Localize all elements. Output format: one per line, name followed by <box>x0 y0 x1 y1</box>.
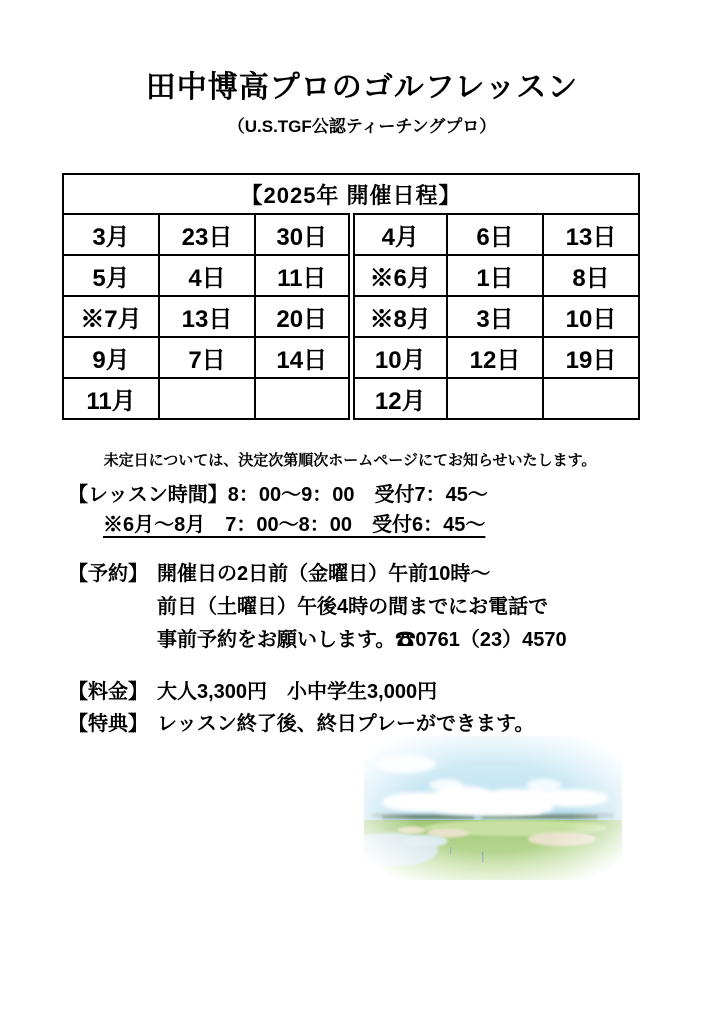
schedule-cell-day <box>447 378 543 419</box>
schedule-cell-day <box>255 378 351 419</box>
schedule-cell-day: 14日 <box>255 337 351 378</box>
schedule-cell-day <box>159 378 255 419</box>
reservation-line: 開催日の2日前（金曜日）午前10時～ <box>157 563 491 585</box>
schedule-cell-month: ※8月 <box>351 296 447 337</box>
schedule-cell-month: 9月 <box>63 337 159 378</box>
schedule-cell-month: 11月 <box>63 378 159 419</box>
schedule-cell-month: 4月 <box>351 214 447 255</box>
schedule-cell-day: 23日 <box>159 214 255 255</box>
reservation-text <box>157 558 567 657</box>
schedule-cell-day: 3日 <box>447 296 543 337</box>
schedule-cell-day: 11日 <box>255 255 351 296</box>
schedule-cell-day: 6日 <box>447 214 543 255</box>
lesson-time-summer-line: ※6月～8月 7：00～8：00 受付6：45～ <box>103 514 486 536</box>
reservation-label: 【予約】 <box>68 563 148 585</box>
schedule-table-title: 【2025年 開催日程】 <box>63 174 639 214</box>
schedule-cell-day: 7日 <box>159 337 255 378</box>
lesson-time-line: 【レッスン時間】8：00～9：00 受付7：45～ <box>68 484 488 506</box>
schedule-note: 未定日については、決定次第順次ホームページにてお知らせいたします。 <box>103 452 597 469</box>
schedule-cell-month: 3月 <box>63 214 159 255</box>
page-title: 田中博高プロのゴルフレッスン <box>145 71 579 104</box>
table-row <box>63 296 639 337</box>
schedule-cell-day: 10日 <box>543 296 639 337</box>
schedule-cell-day: 12日 <box>447 337 543 378</box>
schedule-cell-day: 13日 <box>159 296 255 337</box>
reservation-line: 事前予約をお願いします。☎0761（23）4570 <box>157 629 567 651</box>
table-row <box>63 255 639 296</box>
schedule-cell-month: 10月 <box>351 337 447 378</box>
benefit-text: レッスン終了後、終日プレーができます。 <box>157 713 535 735</box>
schedule-cell-day: 13日 <box>543 214 639 255</box>
table-row <box>63 337 639 378</box>
schedule-cell-day <box>543 378 639 419</box>
schedule-cell-day: 30日 <box>255 214 351 255</box>
golf-course-image <box>364 736 622 880</box>
benefit-label: 【特典】 <box>68 713 148 735</box>
schedule-cell-day: 1日 <box>447 255 543 296</box>
schedule-cell-month: ※7月 <box>63 296 159 337</box>
fee-text: 大人3,300円 小中学生3,000円 <box>157 681 438 703</box>
schedule-cell-month: ※6月 <box>351 255 447 296</box>
table-row <box>63 378 639 419</box>
schedule-cell-day: 4日 <box>159 255 255 296</box>
schedule-cell-day: 19日 <box>543 337 639 378</box>
schedule-cell-day: 20日 <box>255 296 351 337</box>
schedule-cell-day: 8日 <box>543 255 639 296</box>
table-header-row <box>63 174 639 214</box>
schedule-table <box>62 173 640 420</box>
schedule-cell-month: 12月 <box>351 378 447 419</box>
table-row <box>63 214 639 255</box>
fee-label: 【料金】 <box>68 681 148 703</box>
reservation-line: 前日（土曜日）午後4時の間までにお電話で <box>157 596 549 618</box>
page-subtitle: （U.S.TGF公認ティーチングプロ） <box>227 117 497 136</box>
schedule-cell-month: 5月 <box>63 255 159 296</box>
